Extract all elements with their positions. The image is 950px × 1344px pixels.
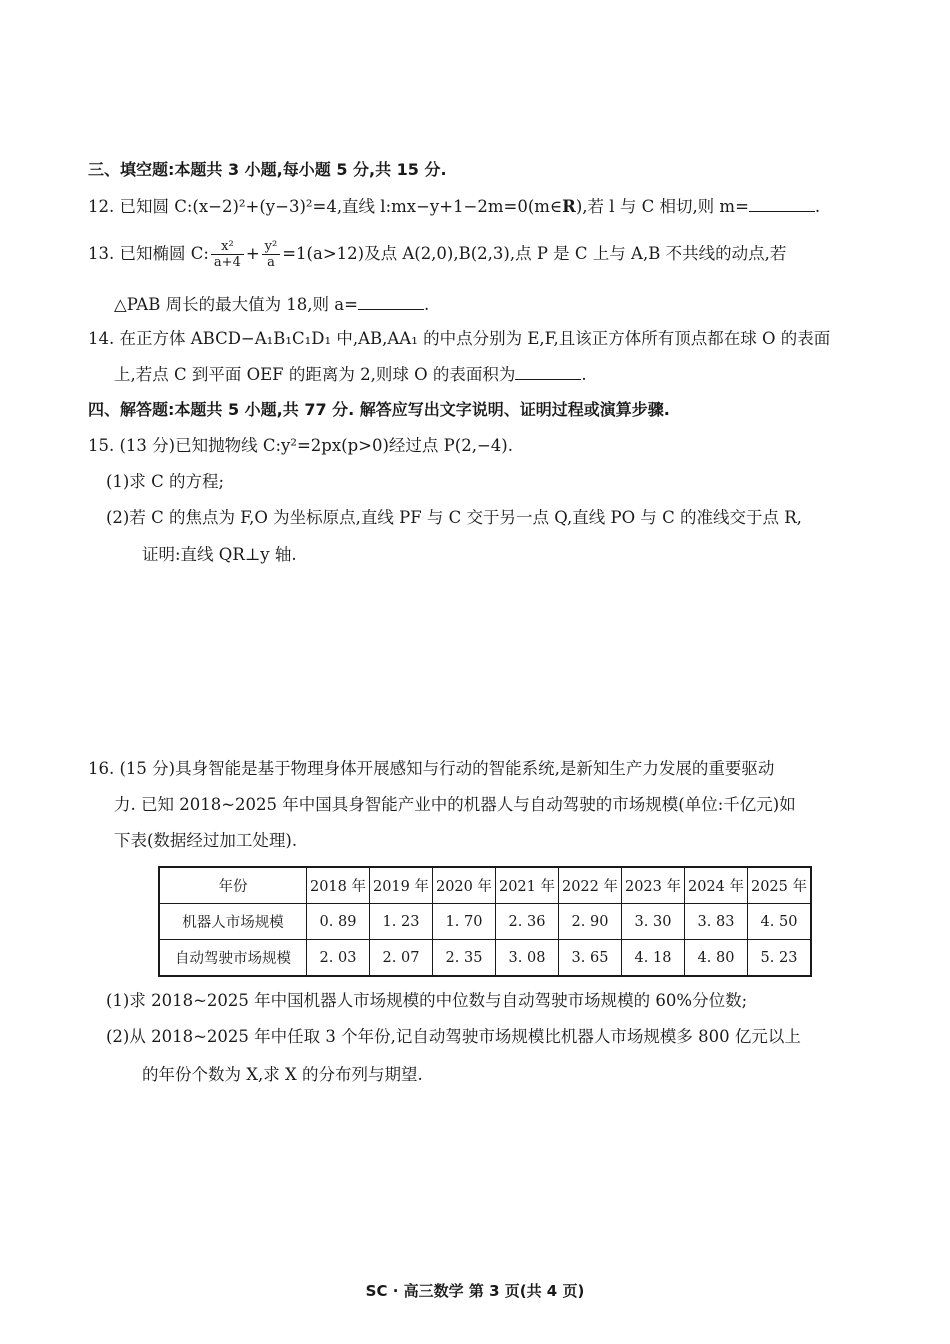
q13-frac1-den: a+4 [213, 255, 241, 270]
table-cell: 5. 23 [748, 940, 812, 977]
q13-fraction-y [262, 239, 281, 270]
question-14-line2 [114, 363, 587, 387]
table-cell: 4. 18 [622, 940, 685, 977]
q14-answer-blank [515, 363, 581, 380]
question-16-part2-line2: 的年份个数为 X,求 X 的分布列与期望. [142, 1065, 423, 1084]
table-header-label: 年份 [159, 867, 307, 904]
question-16-line3: 下表(数据经过加工处理). [114, 831, 298, 850]
q13-end: . [423, 295, 430, 314]
question-15-part1: (1)求 C 的方程; [106, 472, 225, 491]
table-year-cell: 2024 年 [685, 867, 748, 904]
q12-answer-blank [749, 195, 815, 212]
table-row-autonomous-driving [159, 940, 811, 977]
q13-fraction-x [211, 239, 244, 270]
question-16-line1: 16. (15 分)具身智能是基于物理身体开展感知与行动的智能系统,是新知生产力发展的重要驱动 [88, 759, 775, 778]
table-cell: 4. 50 [748, 904, 812, 940]
table-cell: 2. 07 [370, 940, 433, 977]
section4-heading: 四、解答题:本题共 5 小题,共 77 分. 解答应写出文字说明、证明过程或演算步骤. [88, 400, 670, 419]
q13-text-b: =1(a>12)及点 A(2,0),B(2,3),点 P 是 C 上与 A,B 不共线的动点,若 [282, 244, 787, 263]
q13-frac2-num: y² [262, 239, 281, 255]
table-cell: 2. 90 [559, 904, 622, 940]
table-header-row [159, 867, 811, 904]
table-year-cell: 2019 年 [370, 867, 433, 904]
table-row-robot [159, 904, 811, 940]
question-14-line1: 14. 在正方体 ABCD−A₁B₁C₁D₁ 中,AB,AA₁ 的中点分别为 E,F,且该正方体所有顶点都在球 O 的表面 [88, 329, 831, 348]
table-row-label: 机器人市场规模 [159, 904, 307, 940]
q14-end: . [581, 365, 587, 384]
table-year-cell: 2020 年 [433, 867, 496, 904]
table-row-label: 自动驾驶市场规模 [159, 940, 307, 977]
question-16-line2: 力. 已知 2018~2025 年中国具身智能产业中的机器人与自动驾驶的市场规模(单位:千亿元)如 [114, 795, 796, 814]
table-year-cell: 2025 年 [748, 867, 812, 904]
question-15-part2-line2: 证明:直线 QR⊥y 轴. [142, 545, 297, 564]
table-cell: 1. 70 [433, 904, 496, 940]
table-cell: 4. 80 [685, 940, 748, 977]
page-footer: SC · 高三数学 第 3 页(共 4 页) [365, 1282, 585, 1300]
table-cell: 3. 30 [622, 904, 685, 940]
q13-frac2-den: a [267, 255, 275, 270]
q13-frac1-num: x² [211, 239, 244, 255]
question-16-part2-line1: (2)从 2018~2025 年中任取 3 个年份,记自动驾驶市场规模比机器人市场规模多 800 亿元以上 [106, 1027, 801, 1046]
table-cell: 3. 83 [685, 904, 748, 940]
question-15-part2-line1: (2)若 C 的焦点为 F,O 为坐标原点,直线 PF 与 C 交于另一点 Q,直线 PO 与 C 的准线交于点 R, [106, 508, 802, 527]
question-13-line2 [114, 293, 429, 317]
q12-text-a: 12. 已知圆 C:(x−2)²+(y−3)²=4,直线 l:mx−y+1−2m=0(m∈ [88, 197, 563, 216]
table-year-cell: 2023 年 [622, 867, 685, 904]
table-year-cell: 2022 年 [559, 867, 622, 904]
question-16-part1: (1)求 2018~2025 年中国机器人市场规模的中位数与自动驾驶市场规模的 60%分位数; [106, 991, 748, 1010]
market-size-table [158, 866, 812, 977]
q12-text-b: ),若 l 与 C 相切,则 m= [575, 197, 749, 216]
q12-real-set: R [562, 197, 576, 216]
table-cell: 0. 89 [307, 904, 370, 940]
question-12 [88, 195, 820, 219]
table-cell: 3. 08 [496, 940, 559, 977]
q13-answer-blank [358, 293, 424, 310]
question-15-stem: 15. (13 分)已知抛物线 C:y²=2px(p>0)经过点 P(2,−4). [88, 436, 513, 455]
section3-heading: 三、填空题:本题共 3 小题,每小题 5 分,共 15 分. [88, 160, 447, 179]
q13-text-a: 13. 已知椭圆 C: [88, 244, 209, 263]
table-cell: 1. 23 [370, 904, 433, 940]
table-cell: 3. 65 [559, 940, 622, 977]
table-year-cell: 2018 年 [307, 867, 370, 904]
table-cell: 2. 36 [496, 904, 559, 940]
q13-plus: + [245, 244, 260, 263]
q13-line2-text: △PAB 周长的最大值为 18,则 a= [114, 295, 358, 314]
q14-line2-text: 上,若点 C 到平面 OEF 的距离为 2,则球 O 的表面积为 [114, 365, 516, 384]
table-cell: 2. 35 [433, 940, 496, 977]
question-13 [88, 236, 786, 272]
q12-end: . [814, 197, 821, 216]
table-year-cell: 2021 年 [496, 867, 559, 904]
table-cell: 2. 03 [307, 940, 370, 977]
